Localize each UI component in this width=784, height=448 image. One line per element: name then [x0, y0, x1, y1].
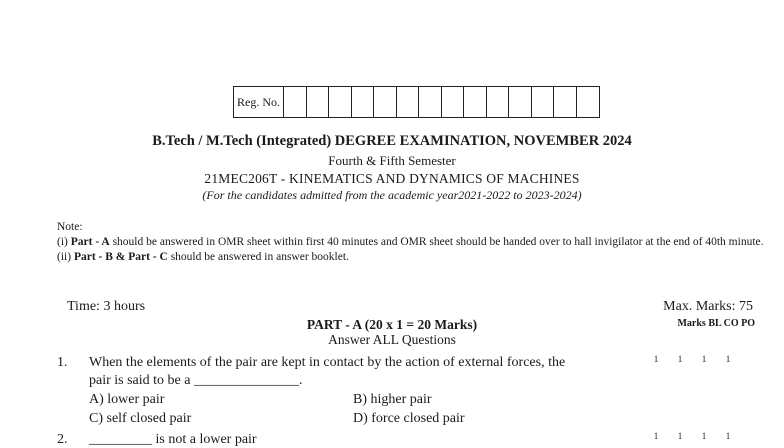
question-text: _________ is not a lower pair	[89, 432, 257, 447]
part-bc-label: Part - B & Part - C	[73, 251, 168, 263]
part-a-heading: PART - A (20 x 1 = 20 Marks)	[306, 317, 478, 332]
notes-heading: Note:	[57, 221, 83, 233]
option-d: D) force closed pair	[353, 411, 465, 426]
marks-columns-header: Marks BL CO PO	[677, 318, 755, 329]
answer-all: Answer ALL Questions	[328, 332, 456, 347]
reg-no-cell	[509, 87, 532, 117]
reg-no-cell	[442, 87, 465, 117]
reg-no-cell	[577, 87, 600, 117]
reg-no-cell	[284, 87, 307, 117]
reg-no-cell	[307, 87, 330, 117]
question-number: 1.	[57, 355, 68, 370]
notes-block	[57, 220, 767, 265]
exam-title: B.Tech / M.Tech (Integrated) DEGREE EXAMINATION, NOVEMBER 2024	[152, 133, 632, 149]
option-b: B) higher pair	[353, 392, 432, 407]
question-text: When the elements of the pair are kept in contact by the action of external forces, the	[89, 355, 566, 370]
reg-no-label: Reg. No.	[234, 87, 284, 117]
candidates-note: (For the candidates admitted from the academic year2021-2022 to 2023-2024)	[202, 188, 582, 202]
part-a-label: Part - A	[70, 236, 110, 248]
reg-no-cell	[329, 87, 352, 117]
option-c: C) self closed pair	[89, 411, 192, 426]
course-title: 21MEC206T - KINEMATICS AND DYNAMICS OF MACHINES	[204, 171, 580, 186]
note-line-2: (ii) Part - B & Part - C should be answered in answer booklet.	[57, 251, 349, 263]
exam-time: Time: 3 hours	[67, 299, 146, 314]
semester: Fourth & Fifth Semester	[328, 153, 456, 168]
option-a: A) lower pair	[89, 392, 165, 407]
reg-no-cell	[374, 87, 397, 117]
question-number: 2.	[57, 432, 68, 447]
note-line-1: (i) Part - A should be answered in OMR sheet within first 40 minutes and OMR sheet should be handed over to hall invigilator at the end of 40th minute.	[57, 236, 764, 248]
reg-no-cell	[352, 87, 375, 117]
reg-no-cell	[554, 87, 577, 117]
question-meta: 1 1 1 1	[653, 431, 731, 441]
question-meta: 1 1 1 1	[653, 354, 731, 364]
question-text-cont: pair is said to be a _______________.	[89, 373, 303, 388]
reg-no-cell	[464, 87, 487, 117]
reg-no-box	[233, 86, 600, 118]
max-marks: Max. Marks: 75	[663, 299, 753, 314]
reg-no-cell	[532, 87, 555, 117]
reg-no-cell	[487, 87, 510, 117]
reg-no-cell	[397, 87, 420, 117]
reg-no-cell	[419, 87, 442, 117]
